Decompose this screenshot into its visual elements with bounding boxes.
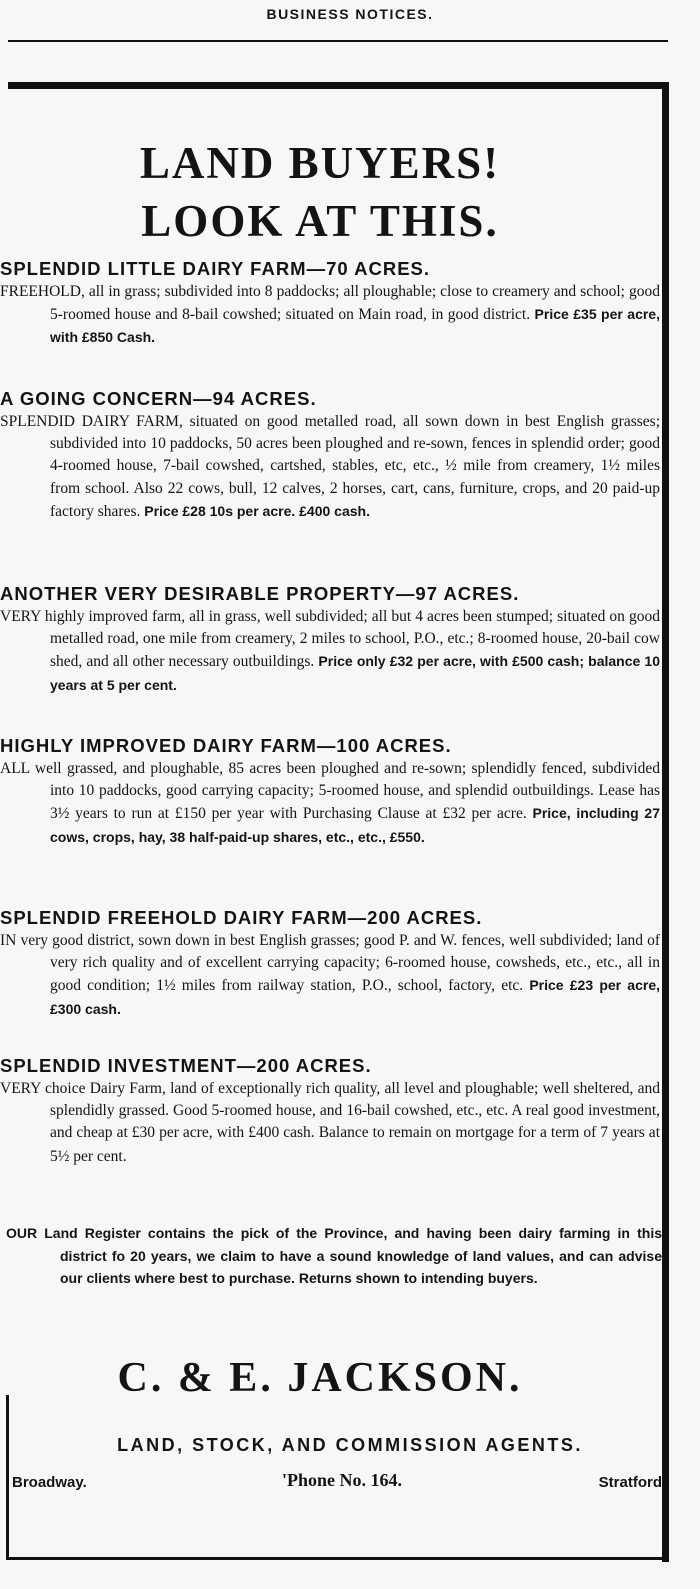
listing-description: IN very good district, sown down in best English grasses; good P. and W. fences, well subdivided; land of very rich quality and of excellent carrying capacity; 6-roomed house, cowsheds, etc., etc., all in good condition; 1½ miles from railway station, P.O., school, factory, etc. xyxy=(0,932,660,995)
box-border-right xyxy=(662,82,669,1562)
listing-description: ALL well grassed, and ploughable, 85 acres been ploughed and re-sown; splendidly fenced, subdivided into 10 paddocks, good carrying capacity; 5-roomed house, and splendid outbuildings. Lease has 3½ years to run at £150 per year with Purchasing Clause at £32 per acre. xyxy=(0,760,660,823)
listing-description: SPLENDID DAIRY FARM, situated on good metalled road, all sown down in best English grasses; subdivided into 10 paddocks, 50 acres been ploughed and re-sown, fences in splendid order; good 4-roomed house, 7-bail cowshed, cartshed, stables, etc, etc., ½ mile from creamery, 1½ miles from school. Also 22 cows, bull, 12 calves, 2 horses, cart, cans, furniture, crops, and 20 paid-up factory shares. xyxy=(0,413,660,520)
headline-line-1: LAND BUYERS! xyxy=(139,138,501,188)
listing-title: SPLENDID LITTLE DAIRY FARM—70 ACRES. xyxy=(0,258,431,279)
listing-price: Price, including 27 cows, crops, hay, 38 half-paid-up shares, etc., etc., £550. xyxy=(50,805,660,845)
listing-description: VERY highly improved farm, all in grass, well subdivided; all but 4 acres been stumped; situated on good metalled road, one mile from creamery, 2 miles to school, P.O., etc.; 8-roomed house, 20-bail cow shed, and all other necessary outbuildings. xyxy=(0,608,660,671)
listing-title: A GOING CONCERN—94 ACRES. xyxy=(0,388,317,409)
listing-title: HIGHLY IMPROVED DAIRY FARM—100 ACRES. xyxy=(0,735,452,756)
listing-body xyxy=(0,758,662,849)
box-border-top xyxy=(8,82,668,89)
listing-body xyxy=(0,930,662,1021)
listing-description: FREEHOLD, all in grass; subdivided into 8 paddocks; all ploughable; close to creamery and school; good 5-roomed house and 8-bail cowshed; situated on Main road, in good district. xyxy=(0,283,660,324)
firm-role: LAND, STOCK, AND COMMISSION AGENTS. xyxy=(117,1435,583,1455)
listing xyxy=(0,735,662,849)
listing xyxy=(0,388,662,523)
firm-phone: 'Phone No. 164. xyxy=(282,1470,403,1490)
section-heading: BUSINESS NOTICES. xyxy=(266,6,434,22)
listing-title: SPLENDID FREEHOLD DAIRY FARM—200 ACRES. xyxy=(0,907,483,928)
listing-price: Price £35 per acre, with £850 Cash. xyxy=(50,306,660,346)
listing-body xyxy=(0,1078,662,1168)
headline-line-2: LOOK AT THIS. xyxy=(141,196,499,246)
listing-body xyxy=(0,411,662,523)
listing-price: Price £23 per acre, £300 cash. xyxy=(50,977,660,1017)
box-border-bottom xyxy=(8,1557,668,1560)
firm-address-right: Stratford xyxy=(598,1474,662,1491)
listing xyxy=(0,258,662,350)
listing-body xyxy=(0,606,662,697)
firm-address-left: Broadway. xyxy=(12,1474,87,1491)
listing xyxy=(0,583,662,697)
listing-description: VERY choice Dairy Farm, land of exceptionally rich quality, all level and ploughable; well sheltered, and splendidly grassed. Good 5-roomed house, and 16-bail cowshed, etc., etc. A real good investment, and cheap at £30 per acre, with £400 cash. Balance to remain on mortgage for a term of 7 years at 5½ per cent. xyxy=(0,1080,660,1165)
listing-price: Price £28 10s per acre. £400 cash. xyxy=(144,502,370,519)
contact-row xyxy=(12,1470,662,1494)
listing-body xyxy=(0,281,662,350)
listing-title: ANOTHER VERY DESIRABLE PROPERTY—97 ACRES. xyxy=(0,583,520,604)
top-divider xyxy=(8,40,668,42)
listing xyxy=(0,1055,662,1168)
firm-name: C. & E. JACKSON. xyxy=(117,1355,523,1401)
land-register-note: OUR Land Register contains the pick of the Province, and having been dairy farming in this district fo 20 years, we claim to have a sound knowledge of land values, and can advise our clients where best to purchase. Returns shown to intending buyers. xyxy=(6,1225,662,1286)
listing xyxy=(0,907,662,1021)
box-border-left xyxy=(6,1395,9,1560)
listing-title: SPLENDID INVESTMENT—200 ACRES. xyxy=(0,1055,372,1076)
listing-price: Price only £32 per acre, with £500 cash; balance 10 years at 5 per cent. xyxy=(50,653,661,693)
